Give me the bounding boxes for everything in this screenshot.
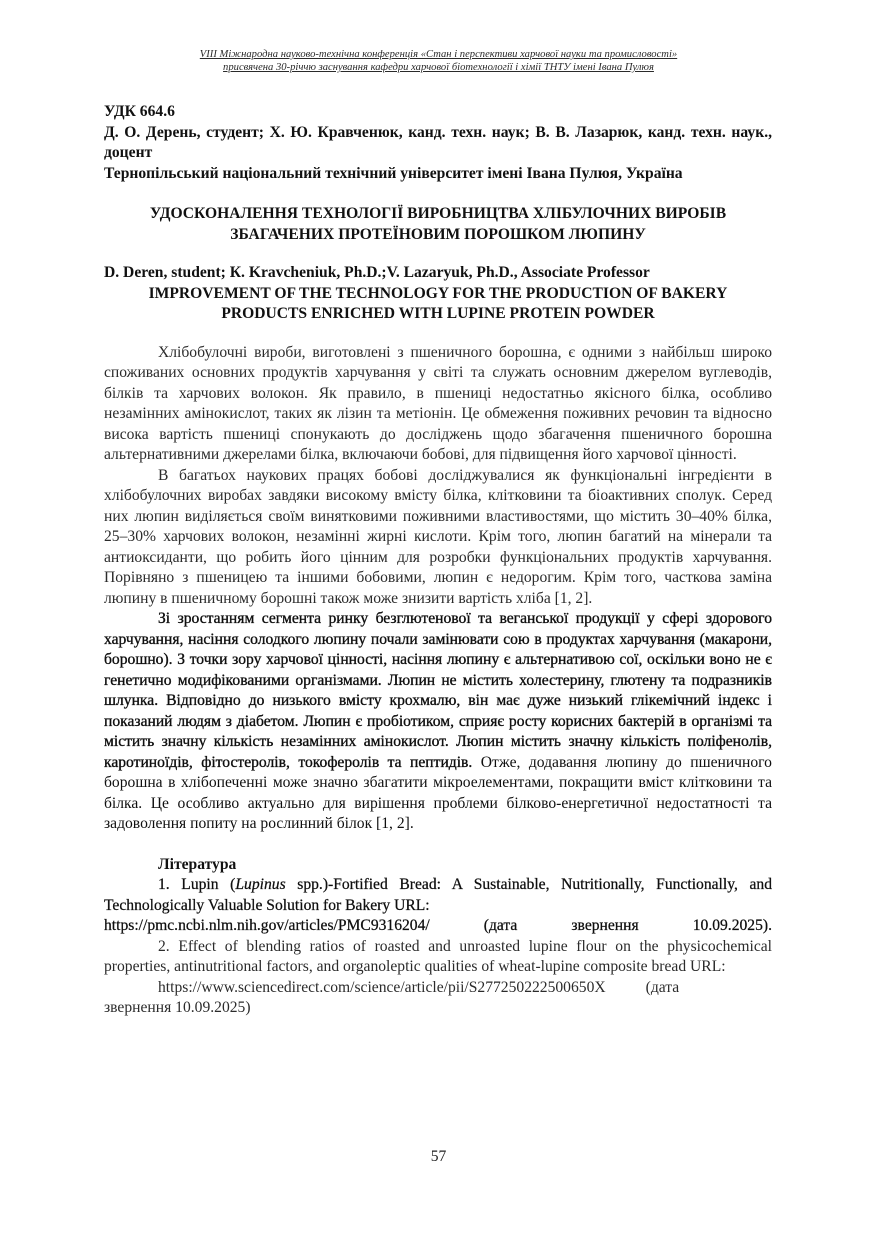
reference-2-access [104,978,772,1019]
body-paragraph-3 [104,609,772,835]
reference-2 [104,937,772,978]
running-header [100,48,777,74]
title-en-line-2: PRODUCTS ENRICHED WITH LUPINE PROTEIN POWDER [221,305,655,322]
udc-code: УДК 664.6 [104,103,175,120]
body-paragraph-1: Хлібобулочні вироби, виготовлені з пшеничного борошна, є одними з найбільш широко споживаних основних продуктів харчування у світі та служать основним джерелом вуглеводів, білків та харчових волокон. Як правило, в пшениці недостатньо якісного білка, особливо незамінних амінокислот, таких як лізин та метіонін. Це обмеження поживних речовин та відносно висока вартість пшениці спонукають до досліджень щодо збагачення пшеничного борошна альтернативними джерелами білка, включаючи бобові, для підвищення його харчової цінності. [104,343,772,463]
body-paragraph-3-conclusion: Отже, додавання люпину до пшеничного борошна в хлібопеченні може значно збагатити мікроелементами, покращити вміст клітковини та білка. Це особливо актуально для вирішення проблеми білково-енергетичної недостатності та задоволення попиту на рослинний білок [1, 2]. [104,753,772,832]
title-en [104,284,772,325]
reference-1-genus: Lupinus [235,876,286,893]
title-en-line-1: IMPROVEMENT OF THE TECHNOLOGY FOR THE PRODUCTION OF BAKERY [148,284,728,302]
reference-1-prefix: 1. Lupin ( [158,876,236,893]
running-header-line-1: VIII Міжнародна науково-технічна конференція «Стан і перспективи харчової науки та промисловості» [199,49,678,60]
body-paragraph-3-emphasis: Зі зростанням сегмента ринку безглютенової та веганської продукції у сфері здорового харчування, насіння солодкого люпину почали замінювати сою в продуктах харчування (макарони, борошно). З точки зору харчової цінності, насіння люпину є альтернативою сої, оскільки воно не є генетично модифікованими організмами. Люпин не містить холестерину, глютену та подразників шлунка. Відповідно до низького вмісту крохмалю, він має дуже низький глікемічний індекс і показаний людям з діабетом. Люпин є пробіотиком, сприяє росту корисних бактерій в організмі та містить значну кількість незамінних амінокислот. Люпин містить значну кількість поліфенолів, каротиноїдів, фітостеролів, токоферолів та пептидів. [104,610,772,771]
authors-ua: Д. О. Дерень, студент; Х. Ю. Кравченюк, канд. техн. наук; В. В. Лазарюк, канд. техн. наук., доцент [104,123,772,161]
reference-1 [104,875,772,937]
running-header-line-2: присвячена 30-річчю заснування кафедри харчової біотехнології і хімії ТНТУ імені Івана Пулюя [223,62,654,73]
reference-2-access-prefix: (дата [645,978,680,996]
article-content [104,102,772,1019]
reference-1-title: spp.)-Fortified Bread: A Sustainable, Nutritionally, Functionally, and Technologically Valuable Solution for Bakery URL: [104,876,773,914]
reference-2-access-date: звернення 10.09.2025) [104,999,251,1016]
references-heading: Література [158,855,237,873]
body-paragraph-2: В багатьох наукових працях бобові досліджувалися як функціональні інгредієнти в хлібобулочних виробах завдяки високому вмісту білка, клітковини та біоактивних сполук. Серед них люпин виділяється своїм винятковими поживними властивостями, що містить 30–40% білка, 25–30% харчових волокон, незамінні жирні кислоти. Крім того, люпин багатий на мінерали та антиоксиданти, що робить його цінним для розробки функціональних продуктів харчування. Порівняно з пшеницею та іншими бобовими, люпин є недорогим. Крім того, часткова заміна люпину в пшеничному борошні також може знизити вартість хліба [1, 2]. [104,466,772,607]
page-number: 57 [430,1148,447,1165]
reference-2-link[interactable]: https://www.sciencedirect.com/science/article/pii/S277250222500650X [158,978,606,996]
reference-1-link[interactable]: https://pmc.ncbi.nlm.nih.gov/articles/PMC9316204/ (дата звернення 10.09.2025). [104,917,772,934]
title-ua-line-2: ЗБАГАЧЕНИХ ПРОТЕЇНОВИМ ПОРОШКОМ ЛЮПИНУ [230,225,646,243]
authors-en: D. Deren, student; К. Kravcheniuk, Ph.D.;V. Lazaryuk, Ph.D., Associate Professor [104,264,650,281]
title-ua-line-1: УДОСКОНАЛЕННЯ ТЕХНОЛОГІЇ ВИРОБНИЦТВА ХЛІБУЛОЧНИХ ВИРОБІВ [149,205,727,222]
reference-2-title: 2. Effect of blending ratios of roasted and unroasted lupine flour on the physicochemical properties, antinutritional factors, and organoleptic qualities of wheat-lupine composite bread URL: [104,937,772,975]
title-ua [104,204,772,245]
affiliation: Тернопільський національний технічний університет імені Івана Пулюя, Україна [104,164,683,182]
